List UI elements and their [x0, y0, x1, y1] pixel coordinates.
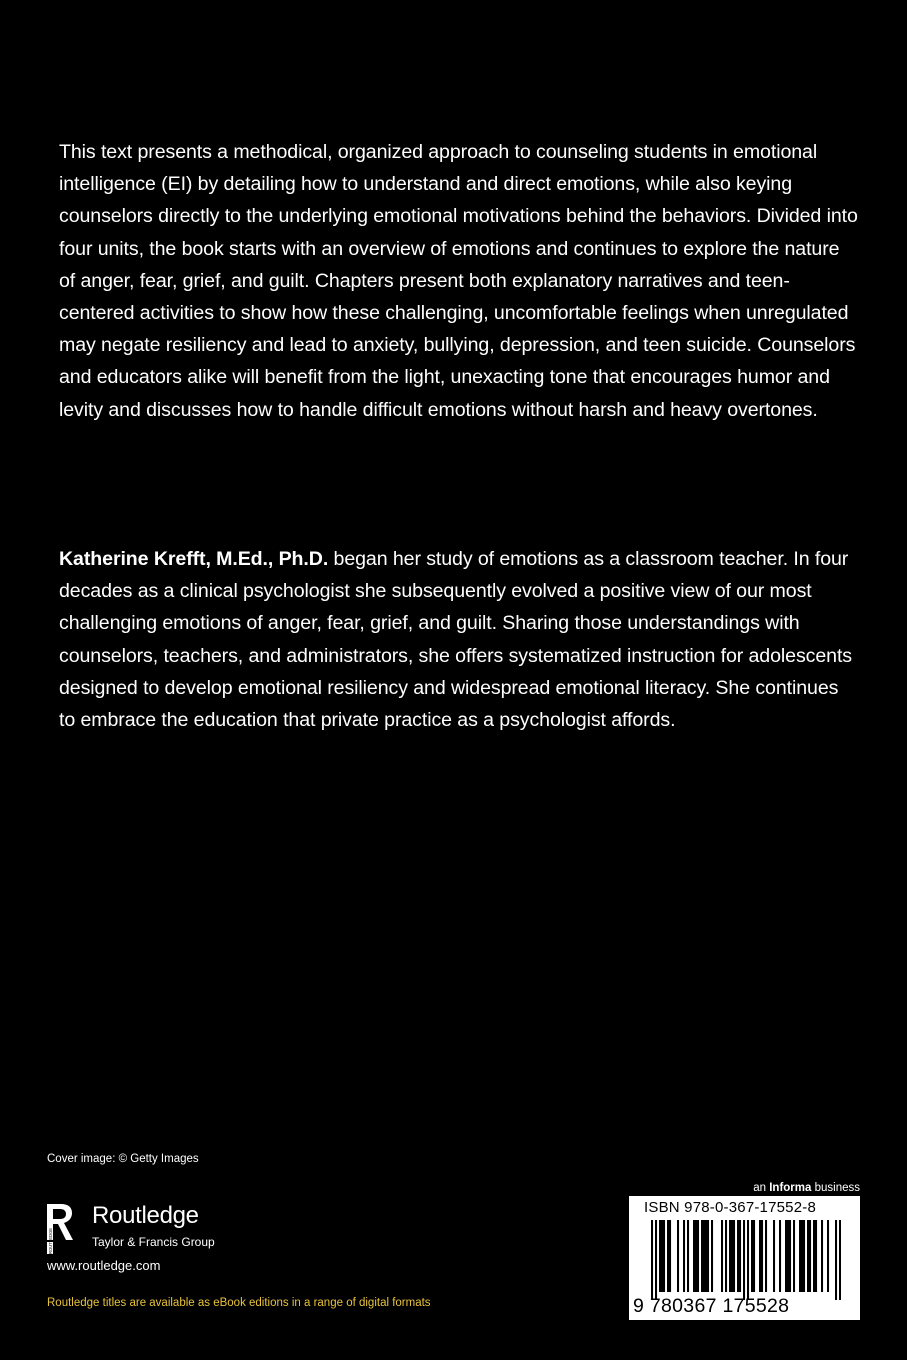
- author-bio: [59, 543, 859, 736]
- barcode-bar-15: [705, 1220, 707, 1292]
- informa-prefix: an: [753, 1182, 770, 1194]
- author-bio-text: began her study of emotions as a classroom teacher. In four decades as a clinical psychologist she subsequently evolved a positive view of our most challenging emotions of anger, fear, grief, and guilt. Sharing those understandings with counselors, teachers, and administrators, she offers systematized instruction for adolescents designed to develop emotional resiliency and widespread emotional literacy. She continues to embrace the education that private practice as a psychologist affords.: [59, 548, 852, 732]
- barcode-bar-12: [697, 1220, 699, 1292]
- barcode-bar-38: [799, 1220, 801, 1292]
- barcode-bar-44: [815, 1220, 817, 1292]
- barcode-bar-40: [803, 1220, 805, 1292]
- barcode-bar-5: [667, 1220, 669, 1292]
- barcode-bar-48: [839, 1220, 841, 1300]
- publisher-website: www.routledge.com: [47, 1258, 161, 1273]
- barcode-bar-35: [787, 1220, 789, 1292]
- barcode-bars: [651, 1220, 841, 1300]
- isbn-barcode: [629, 1196, 860, 1320]
- barcode-bar-6: [669, 1220, 671, 1292]
- ebook-note: Routledge titles are available as eBook editions in a range of digital formats: [47, 1297, 431, 1309]
- barcode-bar-9: [687, 1220, 689, 1292]
- barcode-bar-13: [701, 1220, 703, 1292]
- barcode-bar-14: [703, 1220, 705, 1292]
- barcode-bar-47: [835, 1220, 837, 1300]
- barcode-bar-28: [753, 1220, 755, 1292]
- barcode-bar-2: [659, 1220, 661, 1292]
- publisher-group: Taylor & Francis Group: [92, 1235, 215, 1249]
- barcode-bar-33: [779, 1220, 781, 1292]
- barcode-bar-17: [711, 1220, 713, 1292]
- isbn-label: ISBN 978-0-367-17552-8: [644, 1199, 817, 1216]
- barcode-bar-8: [683, 1220, 685, 1292]
- barcode-bar-23: [737, 1220, 739, 1292]
- barcode-bar-41: [807, 1220, 809, 1292]
- barcode-bar-10: [693, 1220, 695, 1292]
- routledge-vertical-mark: ROUTLEDGE: [48, 1227, 53, 1254]
- barcode-bar-16: [707, 1220, 709, 1292]
- publisher-name: Routledge: [92, 1202, 199, 1229]
- barcode-bar-22: [733, 1220, 735, 1292]
- routledge-r-icon: [44, 1200, 82, 1256]
- barcode-bar-42: [809, 1220, 811, 1292]
- cover-image-credit: Cover image: © Getty Images: [47, 1153, 199, 1165]
- barcode-bar-24: [739, 1220, 741, 1292]
- barcode-bar-7: [677, 1220, 679, 1292]
- barcode-bar-39: [801, 1220, 803, 1292]
- barcode-bar-19: [725, 1220, 727, 1292]
- barcode-bar-36: [789, 1220, 791, 1292]
- barcode-bar-29: [759, 1220, 761, 1292]
- barcode-bar-34: [785, 1220, 787, 1292]
- informa-suffix: business: [811, 1182, 860, 1194]
- barcode-bar-30: [761, 1220, 763, 1292]
- informa-brand: Informa: [769, 1182, 812, 1194]
- barcode-bar-43: [813, 1220, 815, 1292]
- barcode-bar-11: [695, 1220, 697, 1292]
- barcode-bar-26: [747, 1220, 749, 1300]
- barcode-bar-46: [827, 1220, 829, 1292]
- barcode-bar-3: [661, 1220, 663, 1292]
- barcode-bar-4: [663, 1220, 665, 1292]
- barcode-bar-37: [793, 1220, 795, 1292]
- barcode-bar-21: [731, 1220, 733, 1292]
- informa-tagline: [753, 1182, 860, 1194]
- barcode-bar-1: [655, 1220, 657, 1300]
- barcode-bar-45: [821, 1220, 823, 1292]
- publisher-logo: [44, 1200, 284, 1256]
- barcode-bar-20: [729, 1220, 731, 1292]
- barcode-bar-18: [721, 1220, 723, 1292]
- author-name: Katherine Krefft, M.Ed., Ph.D.: [59, 548, 329, 570]
- barcode-bar-0: [651, 1220, 653, 1300]
- barcode-bar-27: [751, 1220, 753, 1292]
- ean-digits: 9 780367 175528: [633, 1295, 790, 1317]
- book-description: This text presents a methodical, organized approach to counseling students in emotional intelligence (EI) by detailing how to understand and direct emotions, while also keying counselors directly to the underlying emotional motivations behind the behaviors. Divided into four units, the book starts with an overview of emotions and continues to explore the nature of anger, fear, grief, and guilt. Chapters present both explanatory narratives and teen-centered activities to show how these challenging, uncomfortable feelings when unregulated may negate resiliency and lead to anxiety, bullying, depression, and teen suicide. Counselors and educators alike will benefit from the light, unexacting tone that encourages humor and levity and discusses how to handle difficult emotions without harsh and heavy overtones.: [59, 141, 858, 421]
- barcode-bar-25: [743, 1220, 745, 1300]
- barcode-bar-32: [773, 1220, 775, 1292]
- barcode-bar-31: [765, 1220, 767, 1292]
